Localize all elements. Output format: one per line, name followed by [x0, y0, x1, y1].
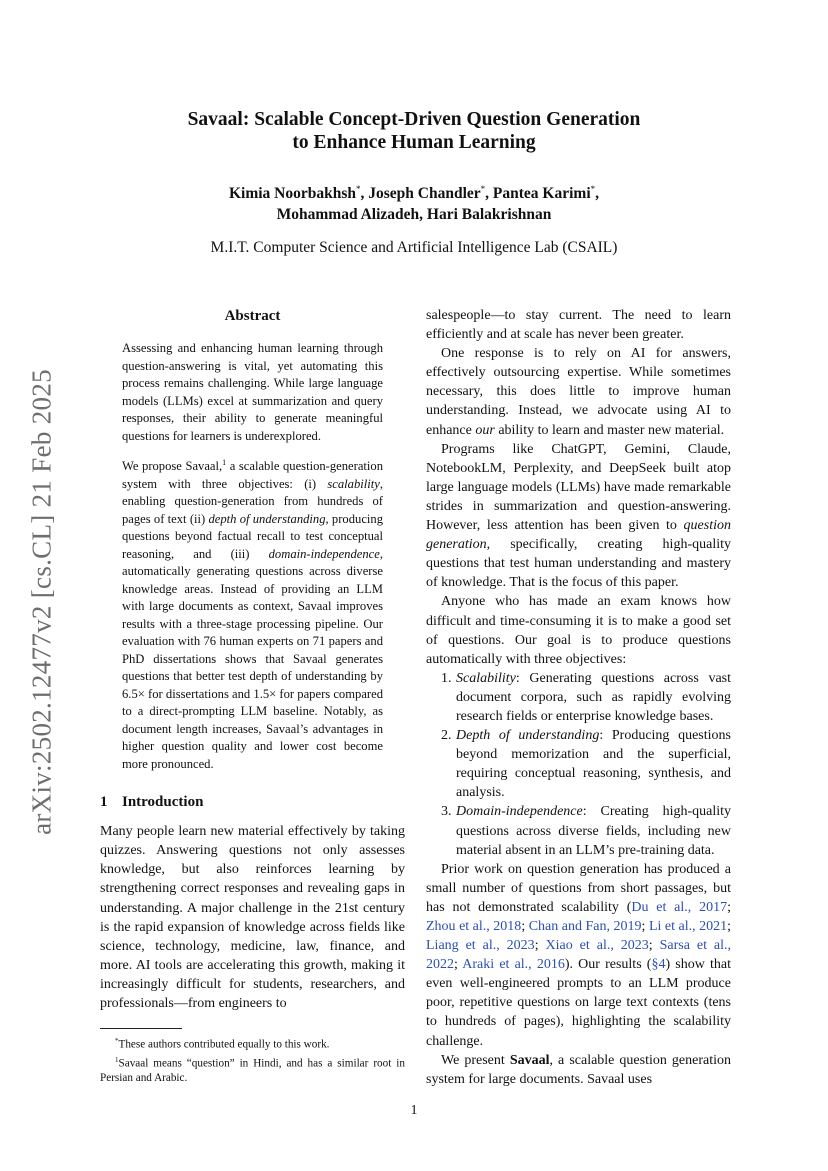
text-run: , automatically generating questions across diverse knowledge areas. Instead of providing an LLM with large documents as context, Savaal improves results with a three-stage processing pipeline. Our evaluation with 76 human experts on 71 papers and PhD dissertations shows that Savaal generates questions that better test depth of understanding by 6.5× for dissertations and 1.5× for papers compared to a direct-prompting LLM baseline. Notably, as document length increases, Savaal’s advantages in higher question quality and lower cost become more pronounced.: [122, 546, 383, 771]
objective-item: [455, 726, 731, 802]
intro-paragraph-3: [426, 440, 731, 593]
text-run: ). Our results (: [564, 957, 652, 973]
author-line-1: [100, 179, 728, 204]
page-number: 1: [410, 1103, 418, 1118]
section-ref-link[interactable]: §4: [651, 957, 666, 973]
title-line-1: Savaal: Scalable Concept-Driven Question Generation: [187, 109, 641, 130]
text-run: ) show that even well-engineered prompts to an LLM produce poor, repetitive questions on large text contexts (tens to hundreds of pages), highlighting the scalability challenge.: [426, 957, 731, 1049]
text-run: , producing questions beyond factual recall to test conceptual reasoning, and (iii): [122, 511, 383, 561]
text-run: Prior work on question generation has produced a small number of questions from short passages, but has not demonstrated scalability (: [426, 861, 731, 915]
citation-link[interactable]: Li et al., 2021: [648, 919, 728, 934]
equal-contribution-mark: *: [480, 184, 486, 194]
footnotes: [100, 1034, 405, 1086]
abstract-body: [122, 340, 383, 773]
objective-item: [455, 669, 731, 726]
text-run: a scalable question-generation system with three objectives: (i): [122, 459, 383, 491]
text-run: , specifically, creating high-quality questions that test human understanding and mastery of knowledge. That is the focus of this paper.: [426, 537, 731, 591]
text-run-italic: our: [475, 422, 495, 438]
text-run: , a scalable question generation system for large documents. Savaal uses: [426, 1052, 732, 1087]
footnote-equal-contribution: [100, 1034, 405, 1053]
footnote-mark: *: [115, 1037, 119, 1045]
text-run: ability to learn and master new material.: [494, 422, 725, 438]
author-line-2: [100, 204, 728, 225]
text-run-italic: scalability: [327, 476, 380, 491]
citation-link[interactable]: Chan and Fan, 2019: [528, 919, 642, 934]
citation-link[interactable]: Du et al., 2017: [631, 899, 728, 915]
section-heading-introduction: [100, 792, 405, 812]
title-line-2: to Enhance Human Learning: [292, 132, 536, 153]
text-run: Programs like ChatGPT, Gemini, Claude, NotebookLM, Perplexity, and DeepSeek built atop large language models (LLMs) have made remarkable strides in summarization and question-answering. However, less attention has been given to: [426, 441, 731, 534]
objective-term: Domain-independence: [456, 804, 583, 820]
citation-link[interactable]: Sarsa et al., 2022: [426, 938, 732, 973]
author-separator: ,: [419, 206, 427, 224]
intro-paragraph-6: [426, 1051, 731, 1089]
arxiv-sidebar-stamp: [22, 352, 62, 852]
author-name: Hari Balakrishnan: [426, 206, 552, 224]
affiliation: M.I.T. Computer Science and Artificial Intelligence Lab (CSAIL): [210, 239, 618, 256]
citation-link[interactable]: Xiao et al., 2023: [545, 938, 649, 954]
text-run: , enabling question-generation from hundreds of pages of text (ii): [122, 476, 383, 526]
left-column: [100, 306, 405, 1013]
intro-paragraph-4: Anyone who has made an exam knows how difficult and time-consuming it is to make a good set of questions. Our goal is to produce questions automatically with three objectives:: [426, 594, 731, 667]
author-separator: ,: [360, 185, 369, 203]
author-list: [100, 179, 728, 225]
intro-paragraph-1: Many people learn new material effectively by taking quizzes. Answering questions not only assesses knowledge, but also reinforces learning by strengthening correct responses and revealing gaps in understanding. A major challenge in the 21st century is the rapid expansion of knowledge across fields like science, technology, medicine, law, finance, and more. AI tools are accelerating this growth, making it increasingly difficult for students, researchers, and professionals—from engineers to: [100, 824, 405, 1012]
citation-link[interactable]: Liang et al., 2023: [426, 938, 535, 954]
text-run: One response is to rely on AI for answers, effectively outsourcing expertise. While sometimes necessary, this does little to improve human understanding. Instead, we advocate using AI to enhance: [426, 346, 731, 438]
footnote-rule: [100, 1028, 182, 1029]
abstract-heading: Abstract: [224, 308, 281, 324]
objective-item: [455, 802, 731, 859]
footnote-savaal-meaning: [100, 1053, 405, 1087]
section-number: 1: [100, 794, 108, 811]
text-run-italic: question generation: [426, 518, 731, 553]
abstract-paragraph-2: [122, 454, 383, 773]
author-name: Mohammad Alizadeh: [276, 206, 420, 224]
author-name: Joseph Chandler: [368, 185, 481, 203]
abstract-paragraph-1: Assessing and enhancing human learning through question-answering is vital, yet automating this process remains challenging. While large language models (LLMs) excel at summarization and query responses, their ability to generate meaningful questions for learners is underexplored.: [122, 341, 383, 443]
citation-link[interactable]: Araki et al., 2016: [462, 957, 565, 973]
objective-text: : Generating questions across vast document corpora, such as rapidly evolving research fields or enterprise knowledge bases.: [456, 670, 731, 724]
intro-paragraph-5: Prior work on question generation has produced a small number of questions from short passages, but has not demonstrated scalability (Du et al., 2017; Zhou et al., 2018; Chan and Fan, 2019; Li et al., 2021; Liang et al., 2023; Xiao et al., 2023; Sarsa et al., 2022; Araki et al., 2016). Our results (§4) show that even well-engineered prompts to an LLM produce poor, repetitive questions on large text contexts (tens to hundreds of pages), highlighting the scalability challenge.: [426, 861, 732, 1049]
intro-paragraph-1-continued: salespeople—to stay current. The need to learn efficiently and at scale has never been greater.: [426, 308, 731, 343]
author-name: Pantea Karimi: [492, 185, 591, 203]
arxiv-identifier: arXiv:2502.12477v2 [cs.CL] 21 Feb 2025: [26, 369, 57, 835]
footnote-ref[interactable]: 1: [222, 458, 227, 467]
objective-term: Scalability: [456, 670, 516, 686]
footnote-text: These authors contributed equally to this work.: [118, 1038, 330, 1051]
paper-title: [100, 108, 728, 154]
equal-contribution-mark: *: [356, 184, 361, 194]
system-name-bold: Savaal: [509, 1052, 550, 1068]
text-run-italic: depth of understanding: [208, 511, 326, 526]
objectives-list: [426, 669, 731, 860]
objective-term: Depth of understanding: [456, 728, 600, 744]
right-column: [426, 306, 731, 1089]
author-separator: ,: [485, 185, 493, 203]
text-run: We propose Savaal,: [122, 459, 223, 474]
section-title: Introduction: [122, 794, 204, 811]
objective-text: : Producing questions beyond memorization and the superficial, requiring conceptual reasoning, synthesis, and analysis.: [456, 728, 731, 801]
citation-link[interactable]: Zhou et al., 2018: [426, 919, 522, 934]
equal-contribution-mark: *: [590, 184, 596, 194]
author-name: Kimia Noorbakhsh: [228, 185, 357, 203]
footnote-mark: 1: [115, 1055, 119, 1064]
text-run: We present: [441, 1052, 510, 1068]
intro-paragraph-2: [426, 344, 731, 439]
author-separator: ,: [595, 185, 600, 203]
footnote-text: Savaal means “question” in Hindi, and has a similar root in Persian and Arabic.: [100, 1057, 405, 1085]
text-run-italic: domain-independence: [268, 546, 380, 561]
objective-text: : Creating high-quality questions across diverse fields, including new material absent in an LLM’s pre-training data.: [456, 804, 731, 858]
